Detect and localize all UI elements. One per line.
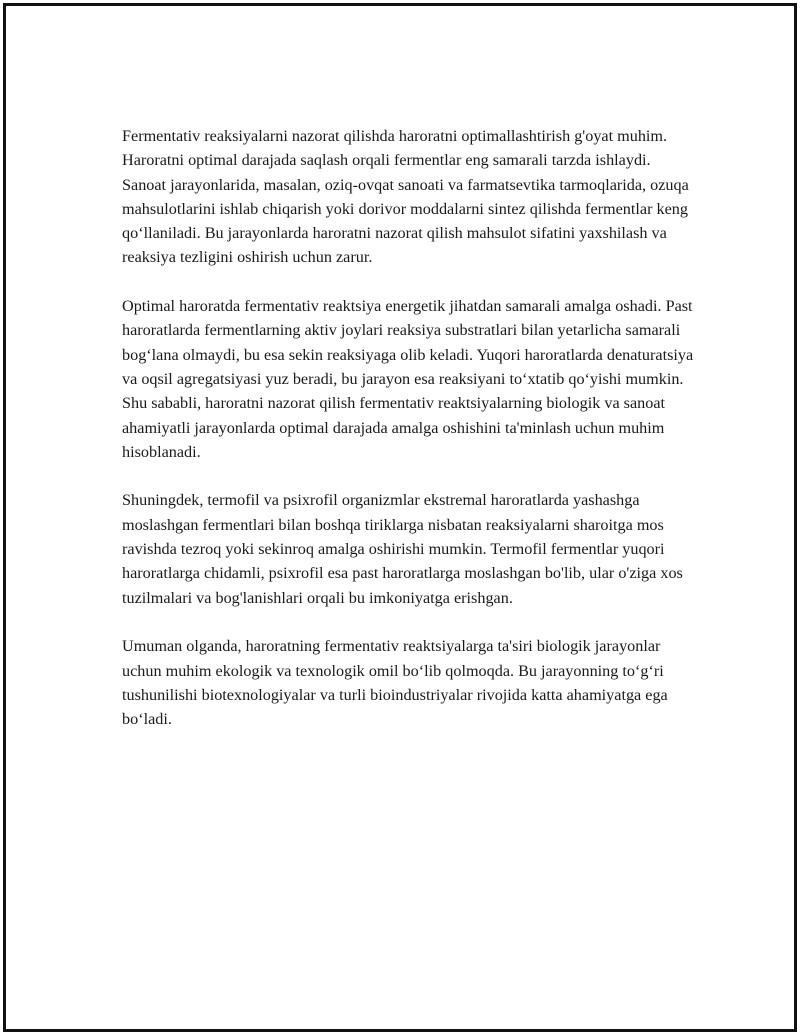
- paragraph-1: Fermentativ reaksiyalarni nazorat qilishda haroratni optimallashtirish g'oyat muhim. Haroratni optimal darajada saqlash orqali fermentlar eng samarali tarzda ishlaydi. Sanoat jarayonlarida, masalan, oziq-ovqat sanoati va farmatsevtika tarmoqlarida, ozuqa mahsulotlarini ishlab chiqarish yoki dorivor moddalarni sintez qilishda fermentlar keng qo‘llaniladi. Bu jarayonlarda haroratni nazorat qilish mahsulot sifatini yaxshilash va reaksiya tezligini oshirish uchun zarur.: [122, 127, 689, 267]
- paragraph-2: Optimal haroratda fermentativ reaktsiya energetik jihatdan samarali amalga oshadi. Past haroratlarda fermentlarning aktiv joylari reaksiya substratlari bilan yetarlicha samarali bog‘lana olmaydi, bu esa sekin reaksiyaga olib keladi. Yuqori haroratlarda denaturatsiya va oqsil agregatsiyasi yuz beradi, bu jarayon esa reaksiyani to‘xtatib qo‘yishi mumkin. Shu sababli, haroratni nazorat qilish fermentativ reaktsiyalarning biologik va sanoat ahamiyatli jarayonlarda optimal darajada amalga oshishini ta'minlash uchun muhim hisoblanadi.: [122, 297, 694, 461]
- paragraph-4: Umuman olganda, haroratning fermentativ reaktsiyalarga ta'siri biologik jarayonlar uchun muhim ekologik va texnologik omil bo‘lib qolmoqda. Bu jarayonning to‘g‘ri tushunilishi biotexnologiyalar va turli bioindustriyalar rivojida katta ahamiyatga ega bo‘ladi.: [122, 637, 668, 729]
- paragraph-3: Shuningdek, termofil va psixrofil organizmlar ekstremal haroratlarda yashashga moslashgan fermentlari bilan boshqa tiriklarga nisbatan reaksiyalarni sharoitga mos ravishda tezroq yoki sekinroq amalga oshirishi mumkin. Termofil fermentlar yuqori haroratlarga chidamli, psixrofil esa past haroratlarga moslashgan bo'lib, ular o'ziga xos tuzilmalari va bog'lanishlari orqali bu imkoniyatga erishgan.: [122, 491, 683, 607]
- document-body: [122, 124, 696, 756]
- page-frame: [3, 3, 797, 1032]
